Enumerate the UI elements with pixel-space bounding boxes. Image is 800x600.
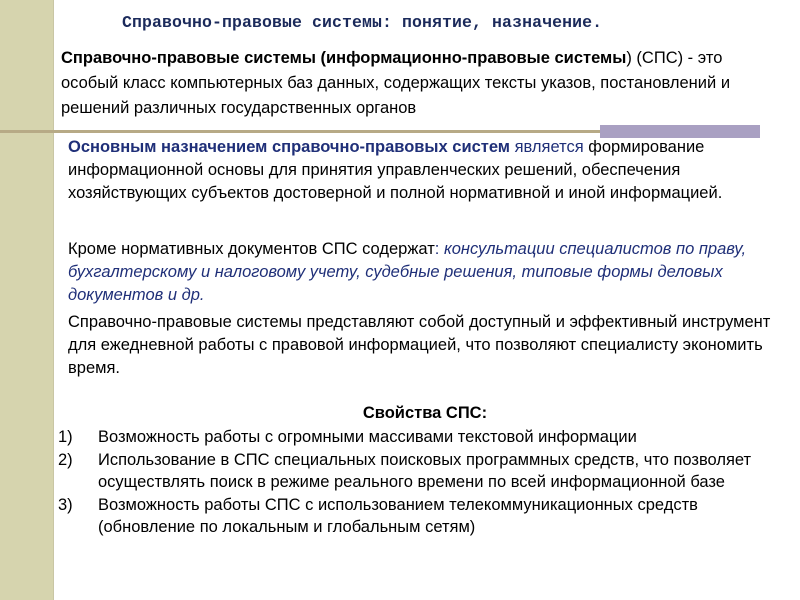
properties-list <box>58 426 788 539</box>
list-item-number: 3) <box>58 495 73 514</box>
definition-text: ) (СПС) - это особый класс компьютерных баз данных, содержащих тексты указов, постановлений и решений различных государственных органов <box>61 49 731 117</box>
contents-paragraph <box>68 238 773 307</box>
contents-italic: консультации специалистов по праву, бухгалтерскому и налоговому учету, судебные решения, типовые формы деловых документов и др. <box>68 240 747 304</box>
purpose-text: формирование информационной основы для принятия управленческих решений, обеспечения хозяйствующих субъектов достоверной и полной нормативной и иной информацией. <box>68 138 723 202</box>
list-item <box>58 449 788 494</box>
definition-term: Справочно-правовые системы (информационно-правовые системы <box>61 49 627 67</box>
purpose-paragraph <box>68 136 773 205</box>
divider-line <box>0 130 600 133</box>
contents-colon: : <box>434 240 440 258</box>
list-item-text: Возможность работы с огромными массивами текстовой информации <box>98 428 637 446</box>
tool-paragraph: Справочно-правовые системы представляют собой доступный и эффективный инструмент для ежедневной работы с правовой информацией, что позволяют специалисту экономить время. <box>68 313 771 377</box>
contents-lead: Кроме нормативных документов СПС содержат <box>68 240 435 258</box>
list-item <box>58 426 788 449</box>
properties-title: Свойства СПС: <box>362 404 488 422</box>
purpose-verb: является <box>510 138 584 156</box>
list-item-text: Использование в СПС специальных поисковых программных средств, что позволяет осуществлять поиск в режиме реального времени по всей информационной базе <box>98 450 752 491</box>
list-item-number: 1) <box>58 428 73 446</box>
definition-paragraph <box>61 46 781 121</box>
list-item-number: 2) <box>58 450 73 469</box>
list-item-text: Возможность работы СПС с использованием телекоммуникационных средств (обновление по локальным и глобальным сетям) <box>98 495 698 536</box>
left-decorative-band <box>0 0 54 600</box>
list-item <box>58 494 788 539</box>
slide-title: Справочно-правовые системы: понятие, назначение. <box>122 13 603 32</box>
purpose-heading: Основным назначением справочно-правовых систем <box>68 138 511 156</box>
